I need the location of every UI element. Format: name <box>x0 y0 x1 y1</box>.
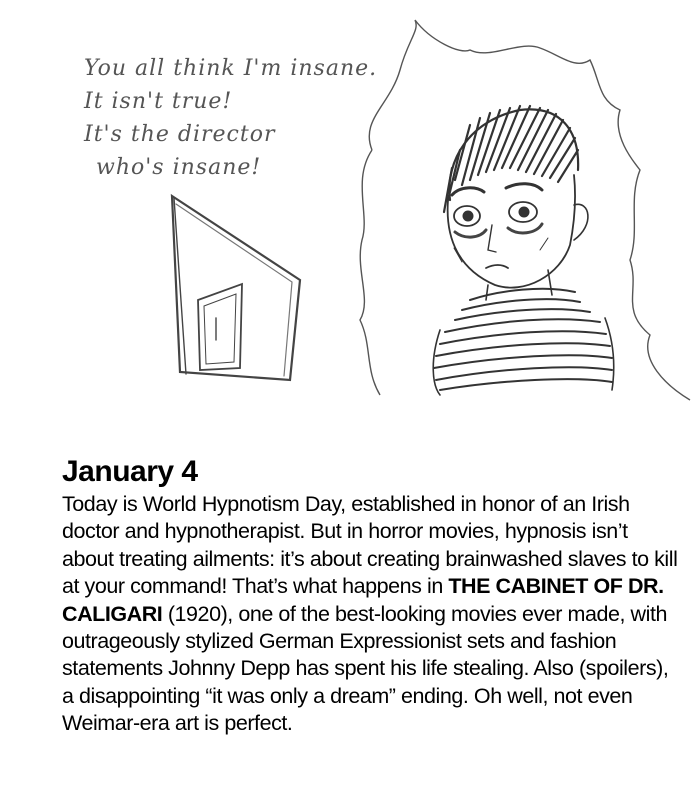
entry-text-before-title: Today is World Hypnotism Day, established in honor of an Irish doctor and hypnotherapist. But in horror movies, hypnosis isn’t about treating ailments: it’s about creating brainwashed slaves to kill at your command! That’s what happens in <box>62 492 678 599</box>
caption-line: who's insane! <box>96 155 262 180</box>
caption-line: It's the director <box>84 122 276 147</box>
character-drawing <box>433 106 614 395</box>
caption-line: You all think I'm insane. <box>84 56 378 81</box>
film-title: THE CABINET OF DR. CALIGARI <box>62 574 664 626</box>
doorway-drawing <box>172 196 300 380</box>
caption-line: It isn't true! <box>84 89 233 114</box>
entry-text-after-title: (1920), one of the best-looking movies ever made, with outrageously stylized German Expressionist sets and fashion statements Johnny Depp has spent his life stealing. Also (spoilers), a disappointing “it was only a dream” ending. Oh well, not even Weimar-era art is perfect. <box>62 601 669 736</box>
entry-block <box>62 455 682 738</box>
entry-body <box>62 491 682 738</box>
speech-caption <box>84 52 384 184</box>
entry-date: January 4 <box>62 455 198 488</box>
